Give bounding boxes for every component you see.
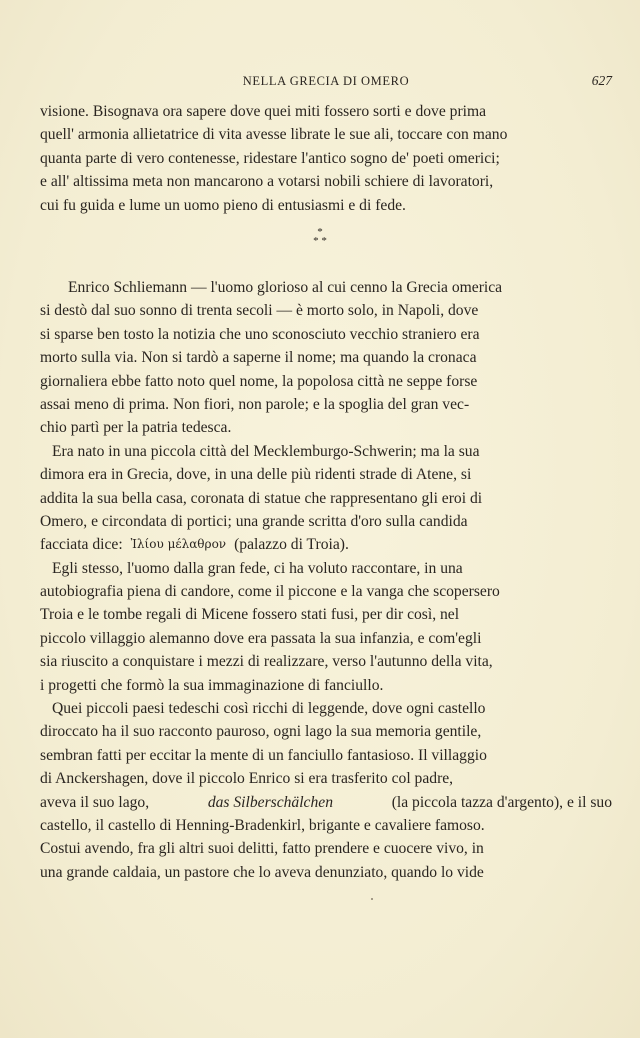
greek-inscription: Ἰλίου μέλαθρον (130, 537, 227, 552)
text-line: di Anckershagen, dove il piccolo Enrico si era trasferito col padre, (40, 770, 454, 788)
text-line: diroccato ha il suo racconto pauroso, ogni lago la sua memoria gentile, (40, 723, 482, 741)
paper-speck (371, 898, 373, 900)
text-line: dimora era in Grecia, dove, in una delle più ridenti strade di Atene, si (40, 466, 472, 484)
text-line: Omero, e circondata di portici; una grande scritta d'oro sulla candida (40, 512, 468, 530)
text-line: Egli stesso, l'uomo dalla gran fede, ci ha voluto raccontare, in una (52, 559, 463, 577)
text-line: facciata dice: Ἰλίου μέλαθρον (palazzo di Troia). (40, 533, 612, 556)
text-line: piccolo villaggio alemanno dove era passata la sua infanzia, e com'egli (40, 629, 482, 647)
running-header (40, 74, 612, 94)
text-line: aveva il suo lago, das Silberschälchen (la piccola tazza d'argento), e il suo (40, 791, 612, 814)
text-line: sia riuscito a conquistare i mezzi di realizzare, verso l'autunno della vita, (40, 653, 493, 671)
text-line: visione. Bisognava ora sapere dove quei miti fossero sorti e dove prima (40, 103, 487, 120)
main-text (40, 276, 612, 884)
text-line: una grande caldaia, un pastore che lo aveva denunziato, quando lo vide (40, 863, 484, 881)
text-line: sembran fatti per eccitar la mente di un fanciullo fantasioso. Il villaggio (40, 746, 487, 764)
text-line: assai meno di prima. Non fiori, non parole; e la spoglia del gran vec- (40, 395, 470, 413)
text-line: Enrico Schliemann — l'uomo glorioso al cui cenno la Grecia omerica (68, 279, 503, 296)
text-line: si sparse ben tosto la notizia che uno sconosciuto vecchio straniero era (40, 325, 480, 343)
text-line: Troia e le tombe regali di Micene fossero stati fusi, per dir così, nel (40, 606, 460, 624)
text-line: quell' armonia allietatrice di vita avesse librate le sue ali, toccare con mano (40, 126, 508, 144)
text-line: Quei piccoli paesi tedeschi così ricchi di leggende, dove ogni castello (52, 700, 486, 718)
text-line: e all' altissima meta non mancarono a votarsi nobili schiere di lavoratori, (40, 173, 494, 191)
text-line: autobiografia piena di candore, come il piccone e la vanga che scopersero (40, 583, 500, 601)
asterism-bottom: * * (313, 235, 327, 247)
text-line: quanta parte di vero contenesse, ridestare l'antico sogno de' poeti omerici; (40, 149, 500, 167)
italic-german-phrase: das Silberschälchen (207, 793, 333, 811)
text-line: Era nato in una piccola città del Mecklemburgo-Schwerin; ma la sua (52, 442, 480, 460)
text-line: cui fu guida e lume un uomo pieno di entusiasmi e di fede. (40, 196, 406, 214)
page-number: 627 (591, 73, 612, 88)
text-line: si destò dal suo sonno di trenta secoli — è morto solo, in Napoli, dove (40, 302, 479, 320)
running-title: NELLA GRECIA DI OMERO (242, 74, 410, 88)
text-line: castello, il castello di Henning-Bradenkirl, brigante e cavaliere famoso. (40, 816, 485, 834)
asterism-separator (0, 228, 640, 246)
text-line: giornaliera ebbe fatto noto quel nome, la popolosa città ne seppe forse (40, 372, 478, 390)
text-line: Costui avendo, fra gli altri suoi delitti, fatto prendere e cuocere vivo, in (40, 840, 484, 858)
asterism-top: * (317, 226, 323, 238)
paragraph-1 (40, 100, 612, 217)
text-line: chio partì per la patria tedesca. (40, 419, 232, 437)
text-line: morto sulla via. Non si tardò a saperne il nome; ma quando la cronaca (40, 349, 477, 367)
text-line: i progetti che formò la sua immaginazione di fanciullo. (40, 676, 384, 694)
text-line: addita la sua bella casa, coronata di statue che rappresentano gli eroi di (40, 489, 483, 507)
